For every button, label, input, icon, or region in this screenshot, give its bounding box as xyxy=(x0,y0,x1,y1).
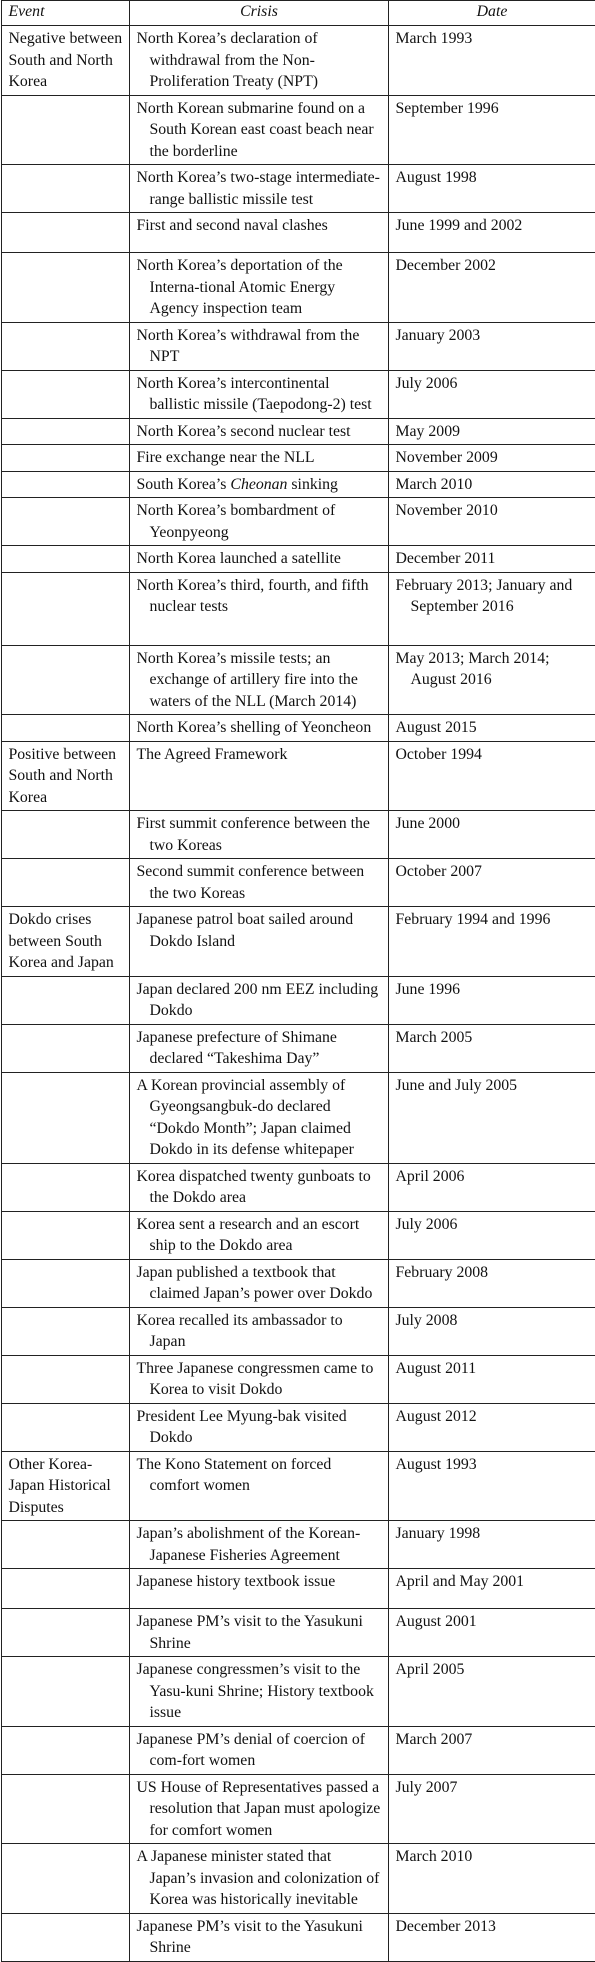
date-text: August 2012 xyxy=(396,1406,589,1428)
date-cell xyxy=(388,471,595,498)
event-text: Negative between South and North Korea xyxy=(9,28,123,93)
table-row xyxy=(1,1521,595,1569)
date-text: February 1994 and 1996 xyxy=(396,909,589,931)
table-row xyxy=(1,1355,595,1403)
date-cell xyxy=(388,1657,595,1727)
event-cell xyxy=(1,811,129,859)
event-cell xyxy=(1,546,129,573)
crisis-cell xyxy=(129,165,388,213)
date-cell xyxy=(388,715,595,742)
crisis-text: President Lee Myung-bak visited Dokdo xyxy=(137,1406,382,1449)
crisis-cell xyxy=(129,1072,388,1163)
table-row xyxy=(1,1726,595,1774)
crisis-cell xyxy=(129,1844,388,1914)
date-text: August 2001 xyxy=(396,1611,589,1633)
table-row xyxy=(1,26,595,96)
date-text: September 1996 xyxy=(396,98,589,120)
date-cell xyxy=(388,546,595,573)
crisis-text: North Korea’s third, fourth, and fifth nuclear tests xyxy=(137,575,382,618)
crisis-cell xyxy=(129,859,388,907)
crisis-cell xyxy=(129,811,388,859)
event-cell xyxy=(1,1844,129,1914)
table-row xyxy=(1,976,595,1024)
table-row xyxy=(1,1163,595,1211)
date-text: May 2009 xyxy=(396,421,589,443)
crisis-text: North Korea launched a satellite xyxy=(137,548,382,570)
date-text: August 2011 xyxy=(396,1358,589,1380)
crisis-text: North Korea’s missile tests; an exchange of artillery fire into the waters of the NLL (March 2014) xyxy=(137,648,382,713)
crisis-cell xyxy=(129,715,388,742)
crisis-cell xyxy=(129,1211,388,1259)
crisis-cell xyxy=(129,26,388,96)
date-text: April 2005 xyxy=(396,1659,589,1681)
event-cell xyxy=(1,445,129,472)
crisis-cell xyxy=(129,1024,388,1072)
event-cell xyxy=(1,165,129,213)
event-cell xyxy=(1,1072,129,1163)
date-cell xyxy=(388,572,595,645)
table-body xyxy=(1,26,595,1962)
table-row xyxy=(1,811,595,859)
event-cell xyxy=(1,907,129,977)
crisis-cell xyxy=(129,1451,388,1521)
date-cell xyxy=(388,1609,595,1657)
date-cell xyxy=(388,1307,595,1355)
date-cell xyxy=(388,1259,595,1307)
crisis-text: Second summit conference between the two Koreas xyxy=(137,861,382,904)
table-row xyxy=(1,859,595,907)
event-cell xyxy=(1,498,129,546)
crisis-text: North Korea’s bombardment of Yeonpyeong xyxy=(137,500,382,543)
date-cell xyxy=(388,1451,595,1521)
date-cell xyxy=(388,907,595,977)
crisis-text: US House of Representatives passed a resolution that Japan must apologize for comfort women xyxy=(137,1777,382,1842)
table-row xyxy=(1,471,595,498)
crisis-cell xyxy=(129,1259,388,1307)
event-text: Positive between South and North Korea xyxy=(9,744,123,809)
event-cell xyxy=(1,253,129,323)
crisis-text: Korea dispatched twenty gunboats to the Dokdo area xyxy=(137,1166,382,1209)
table-row xyxy=(1,572,595,645)
crisis-cell xyxy=(129,1609,388,1657)
crisis-cell xyxy=(129,213,388,253)
crisis-table xyxy=(1,0,595,1962)
event-cell xyxy=(1,572,129,645)
event-cell xyxy=(1,1307,129,1355)
event-cell xyxy=(1,1451,129,1521)
crisis-text: The Kono Statement on forced comfort women xyxy=(137,1454,382,1497)
event-cell xyxy=(1,859,129,907)
event-cell xyxy=(1,1259,129,1307)
date-cell xyxy=(388,445,595,472)
event-cell xyxy=(1,1355,129,1403)
date-cell xyxy=(388,213,595,253)
event-text: Dokdo crises between South Korea and Japan xyxy=(9,909,123,974)
crisis-cell xyxy=(129,1726,388,1774)
crisis-text: North Korean submarine found on a South Korean east coast beach near the borderline xyxy=(137,98,382,163)
event-cell xyxy=(1,213,129,253)
date-text: June 1999 and 2002 xyxy=(396,215,589,237)
crisis-text: First and second naval clashes xyxy=(137,215,382,237)
crisis-cell xyxy=(129,418,388,445)
table-row xyxy=(1,645,595,715)
crisis-text-italic: Cheonan xyxy=(230,476,287,493)
crisis-text: Japanese history textbook issue xyxy=(137,1571,382,1593)
table-row xyxy=(1,1211,595,1259)
date-cell xyxy=(388,370,595,418)
crisis-cell xyxy=(129,741,388,811)
crisis-cell xyxy=(129,572,388,645)
crisis-text: Korea recalled its ambassador to Japan xyxy=(137,1310,382,1353)
event-text: Other Korea-Japan Historical Disputes xyxy=(9,1454,123,1519)
crisis-text: Japan declared 200 nm EEZ including Dokdo xyxy=(137,979,382,1022)
date-cell xyxy=(388,1726,595,1774)
event-cell xyxy=(1,645,129,715)
crisis-text: Japan’s abolishment of the Korean-Japanese Fisheries Agreement xyxy=(137,1523,382,1566)
event-cell xyxy=(1,1774,129,1844)
crisis-text: A Japanese minister stated that Japan’s invasion and colonization of Korea was historically inevitable xyxy=(137,1846,382,1911)
event-cell xyxy=(1,1609,129,1657)
crisis-cell xyxy=(129,1657,388,1727)
date-cell xyxy=(388,1163,595,1211)
crisis-text: North Korea’s intercontinental ballistic missile (Taepodong-2) test xyxy=(137,373,382,416)
crisis-text: Japanese patrol boat sailed around Dokdo Island xyxy=(137,909,382,952)
date-text: June and July 2005 xyxy=(396,1075,589,1097)
crisis-text-part: sinking xyxy=(287,476,337,493)
table-row xyxy=(1,418,595,445)
crisis-text: North Korea’s second nuclear test xyxy=(137,421,382,443)
crisis-cell xyxy=(129,445,388,472)
table-row xyxy=(1,1913,595,1961)
header-date: Date xyxy=(388,1,595,26)
date-cell xyxy=(388,1774,595,1844)
date-cell xyxy=(388,811,595,859)
table-row xyxy=(1,1844,595,1914)
table-row xyxy=(1,1024,595,1072)
date-text: January 1998 xyxy=(396,1523,589,1545)
date-cell xyxy=(388,645,595,715)
crisis-text-part: South Korea’s xyxy=(137,476,231,493)
event-cell xyxy=(1,1163,129,1211)
table-row xyxy=(1,1569,595,1609)
crisis-text: North Korea’s shelling of Yeoncheon xyxy=(137,717,382,739)
crisis-text: Fire exchange near the NLL xyxy=(137,447,382,469)
date-cell xyxy=(388,976,595,1024)
crisis-text: Japanese PM’s visit to the Yasukuni Shrine xyxy=(137,1916,382,1959)
table-row xyxy=(1,322,595,370)
date-text: May 2013; March 2014; August 2016 xyxy=(396,648,589,691)
date-text: December 2011 xyxy=(396,548,589,570)
table-row xyxy=(1,253,595,323)
date-cell xyxy=(388,165,595,213)
event-cell xyxy=(1,1211,129,1259)
crisis-text: Japan published a textbook that claimed Japan’s power over Dokdo xyxy=(137,1262,382,1305)
table-row xyxy=(1,1307,595,1355)
crisis-cell xyxy=(129,1355,388,1403)
table-header-row xyxy=(1,1,595,26)
date-cell xyxy=(388,498,595,546)
crisis-text: First summit conference between the two Koreas xyxy=(137,813,382,856)
header-crisis: Crisis xyxy=(129,1,388,26)
event-cell xyxy=(1,715,129,742)
date-cell xyxy=(388,1913,595,1961)
date-text: June 1996 xyxy=(396,979,589,1001)
crisis-cell xyxy=(129,1569,388,1609)
date-text: March 2010 xyxy=(396,1846,589,1868)
table-row xyxy=(1,546,595,573)
table-row xyxy=(1,370,595,418)
date-cell xyxy=(388,1844,595,1914)
date-text: March 1993 xyxy=(396,28,589,50)
crisis-text: A Korean provincial assembly of Gyeongsangbuk-do declared “Dokdo Month”; Japan claimed Dokdo in its defense whitepaper xyxy=(137,1075,382,1161)
event-cell xyxy=(1,471,129,498)
date-cell xyxy=(388,1211,595,1259)
crisis-cell xyxy=(129,253,388,323)
table-row xyxy=(1,165,595,213)
date-cell xyxy=(388,26,595,96)
date-text: July 2008 xyxy=(396,1310,589,1332)
table-row xyxy=(1,445,595,472)
date-cell xyxy=(388,253,595,323)
crisis-cell xyxy=(129,907,388,977)
crisis-cell xyxy=(129,1163,388,1211)
crisis-cell xyxy=(129,322,388,370)
event-cell xyxy=(1,95,129,165)
date-text: December 2013 xyxy=(396,1916,589,1938)
date-text: February 2008 xyxy=(396,1262,589,1284)
event-cell xyxy=(1,26,129,96)
crisis-text: Japanese PM’s denial of coercion of com-fort women xyxy=(137,1729,382,1772)
crisis-cell xyxy=(129,1403,388,1451)
crisis-text: Three Japanese congressmen came to Korea to visit Dokdo xyxy=(137,1358,382,1401)
date-text: January 2003 xyxy=(396,325,589,347)
date-cell xyxy=(388,1024,595,1072)
table-row xyxy=(1,95,595,165)
event-cell xyxy=(1,1726,129,1774)
event-cell xyxy=(1,976,129,1024)
date-text: August 2015 xyxy=(396,717,589,739)
date-text: March 2007 xyxy=(396,1729,589,1751)
date-text: August 1998 xyxy=(396,167,589,189)
date-text: November 2010 xyxy=(396,500,589,522)
crisis-cell xyxy=(129,370,388,418)
event-cell xyxy=(1,322,129,370)
crisis-cell xyxy=(129,1913,388,1961)
crisis-text xyxy=(137,474,382,496)
crisis-cell xyxy=(129,1307,388,1355)
event-cell xyxy=(1,1024,129,1072)
event-cell xyxy=(1,418,129,445)
date-cell xyxy=(388,1355,595,1403)
table-row xyxy=(1,1774,595,1844)
crisis-cell xyxy=(129,498,388,546)
table-row xyxy=(1,741,595,811)
event-cell xyxy=(1,1569,129,1609)
crisis-text: North Korea’s withdrawal from the NPT xyxy=(137,325,382,368)
crisis-cell xyxy=(129,95,388,165)
event-cell xyxy=(1,1657,129,1727)
date-text: July 2006 xyxy=(396,1214,589,1236)
date-text: August 1993 xyxy=(396,1454,589,1476)
date-text: April 2006 xyxy=(396,1166,589,1188)
date-cell xyxy=(388,1403,595,1451)
date-text: October 2007 xyxy=(396,861,589,883)
event-cell xyxy=(1,1521,129,1569)
event-cell xyxy=(1,741,129,811)
table-row xyxy=(1,1403,595,1451)
date-cell xyxy=(388,741,595,811)
date-cell xyxy=(388,1569,595,1609)
table-row xyxy=(1,1657,595,1727)
date-text: March 2010 xyxy=(396,474,589,496)
date-cell xyxy=(388,1521,595,1569)
table-row xyxy=(1,1072,595,1163)
table-row xyxy=(1,1451,595,1521)
table-row xyxy=(1,498,595,546)
crisis-text: North Korea’s deportation of the Interna-tional Atomic Energy Agency inspection team xyxy=(137,255,382,320)
date-text: June 2000 xyxy=(396,813,589,835)
table-row xyxy=(1,213,595,253)
event-cell xyxy=(1,370,129,418)
date-cell xyxy=(388,418,595,445)
crisis-text: North Korea’s two-stage intermediate-range ballistic missile test xyxy=(137,167,382,210)
date-text: October 1994 xyxy=(396,744,589,766)
date-text: April and May 2001 xyxy=(396,1571,589,1593)
date-text: July 2007 xyxy=(396,1777,589,1799)
table-row xyxy=(1,1259,595,1307)
crisis-cell xyxy=(129,976,388,1024)
date-cell xyxy=(388,322,595,370)
crisis-text: Korea sent a research and an escort ship to the Dokdo area xyxy=(137,1214,382,1257)
crisis-text: Japanese congressmen’s visit to the Yasu-kuni Shrine; History textbook issue xyxy=(137,1659,382,1724)
crisis-text: North Korea’s declaration of withdrawal from the Non-Proliferation Treaty (NPT) xyxy=(137,28,382,93)
date-cell xyxy=(388,1072,595,1163)
date-text: November 2009 xyxy=(396,447,589,469)
crisis-text: Japanese prefecture of Shimane declared “Takeshima Day” xyxy=(137,1027,382,1070)
date-text: December 2002 xyxy=(396,255,589,277)
crisis-cell xyxy=(129,471,388,498)
date-text: February 2013; January and September 2016 xyxy=(396,575,589,618)
date-text: July 2006 xyxy=(396,373,589,395)
date-cell xyxy=(388,859,595,907)
crisis-text: The Agreed Framework xyxy=(137,744,382,766)
event-cell xyxy=(1,1403,129,1451)
crisis-cell xyxy=(129,1774,388,1844)
crisis-text: Japanese PM’s visit to the Yasukuni Shrine xyxy=(137,1611,382,1654)
crisis-cell xyxy=(129,645,388,715)
table-row xyxy=(1,907,595,977)
date-cell xyxy=(388,95,595,165)
crisis-cell xyxy=(129,1521,388,1569)
event-cell xyxy=(1,1913,129,1961)
crisis-cell xyxy=(129,546,388,573)
header-event: Event xyxy=(1,1,129,26)
table-row xyxy=(1,1609,595,1657)
date-text: March 2005 xyxy=(396,1027,589,1049)
table-row xyxy=(1,715,595,742)
